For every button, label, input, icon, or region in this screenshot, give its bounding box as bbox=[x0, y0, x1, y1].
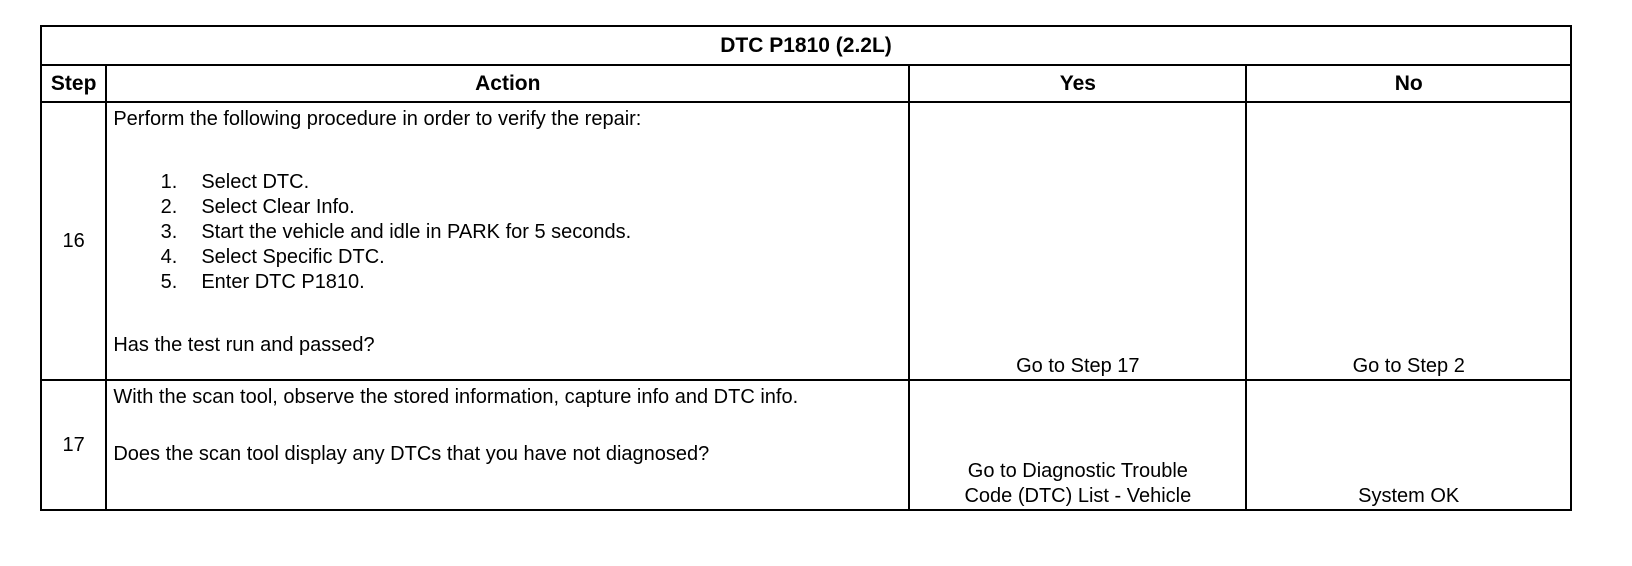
header-step: Step bbox=[41, 65, 106, 102]
table-title: DTC P1810 (2.2L) bbox=[41, 26, 1571, 65]
step-number: 16 bbox=[41, 102, 106, 380]
action-question: Does the scan tool display any DTCs that you have not diagnosed? bbox=[113, 443, 710, 465]
yes-result: Go to Step 17 bbox=[909, 102, 1246, 380]
no-result: Go to Step 2 bbox=[1246, 102, 1571, 380]
list-item bbox=[113, 245, 902, 270]
action-intro: With the scan tool, observe the stored information, capture info and DTC info. bbox=[113, 386, 799, 408]
action-cell bbox=[106, 102, 909, 380]
header-yes: Yes bbox=[909, 65, 1246, 102]
list-item bbox=[113, 170, 902, 195]
table-row bbox=[41, 102, 1571, 380]
action-intro: Perform the following procedure in order to verify the repair: bbox=[113, 108, 642, 130]
list-number: 2. bbox=[160, 196, 178, 218]
header-no: No bbox=[1246, 65, 1571, 102]
list-text: Enter DTC P1810. bbox=[201, 271, 365, 293]
step-number: 17 bbox=[41, 380, 106, 510]
table-title-row bbox=[41, 26, 1571, 65]
yes-result bbox=[909, 380, 1246, 510]
list-text: Start the vehicle and idle in PARK for 5 seconds. bbox=[201, 221, 632, 243]
list-number: 4. bbox=[160, 246, 178, 268]
header-row bbox=[41, 65, 1571, 102]
list-item bbox=[113, 270, 902, 295]
yes-result-line: Go to Diagnostic Trouble bbox=[967, 460, 1188, 482]
dtc-table bbox=[40, 25, 1572, 511]
header-action: Action bbox=[106, 65, 909, 102]
list-text: Select Clear Info. bbox=[201, 196, 355, 218]
yes-result-line: Code (DTC) List - Vehicle bbox=[964, 485, 1192, 507]
list-number: 1. bbox=[160, 171, 178, 193]
action-cell bbox=[106, 380, 909, 510]
action-question: Has the test run and passed? bbox=[113, 334, 375, 356]
list-text: Select DTC. bbox=[201, 171, 310, 193]
list-number: 5. bbox=[160, 271, 178, 293]
list-item bbox=[113, 220, 902, 245]
procedure-list bbox=[113, 170, 902, 295]
table-row bbox=[41, 380, 1571, 510]
list-item bbox=[113, 195, 902, 220]
list-text: Select Specific DTC. bbox=[201, 246, 385, 268]
list-number: 3. bbox=[160, 221, 178, 243]
no-result: System OK bbox=[1246, 380, 1571, 510]
